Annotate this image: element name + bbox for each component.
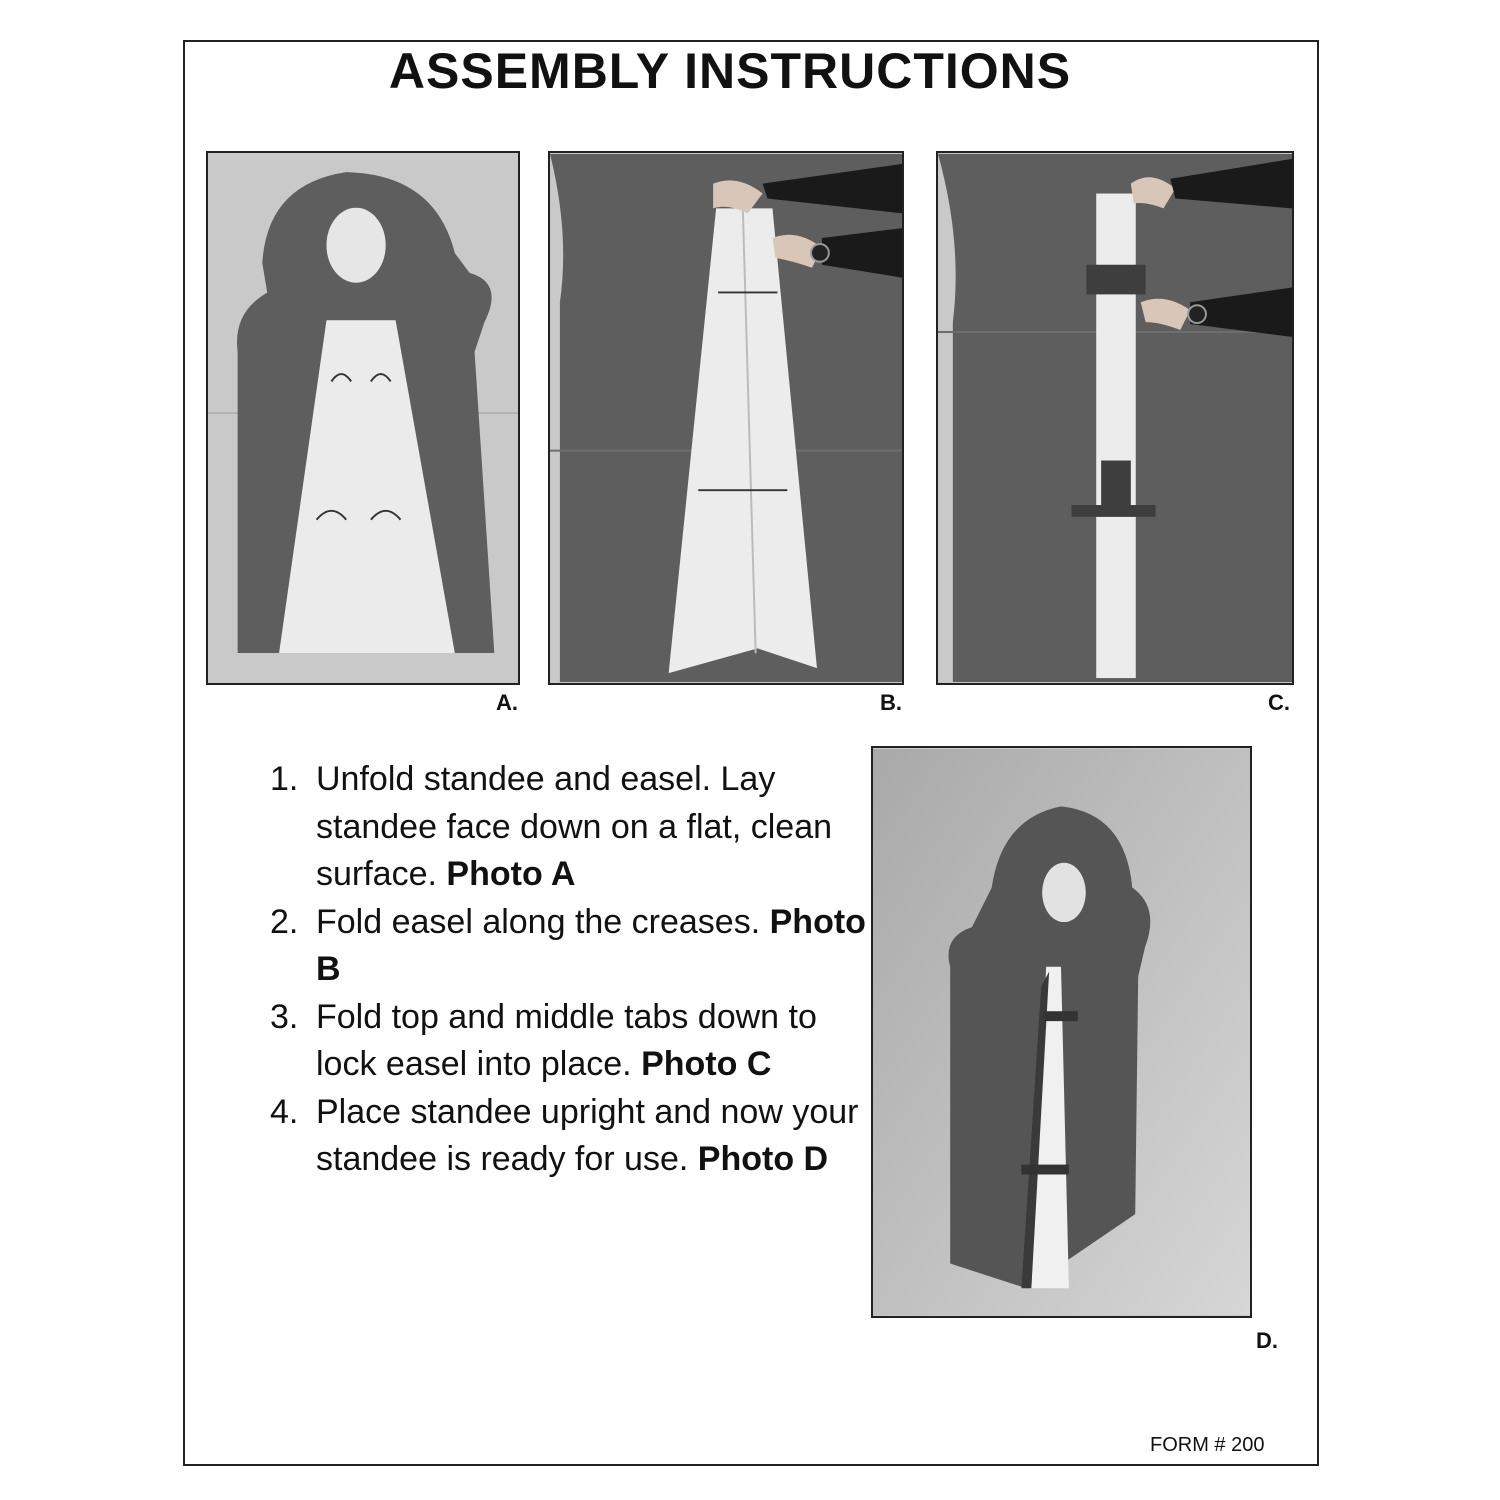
step-number: 4.: [270, 1092, 299, 1131]
step-photo-ref: Photo B: [316, 902, 866, 988]
instruction-steps: [270, 756, 870, 1184]
step-text: Fold top and middle tabs down to lock easel into place.: [316, 997, 817, 1083]
step-1: [270, 756, 870, 899]
photo-a-caption: A.: [496, 690, 518, 715]
step-number: 3.: [270, 997, 299, 1036]
step-4: [270, 1089, 870, 1184]
photo-b-illustration: [550, 153, 902, 683]
step-photo-ref: Photo D: [697, 1140, 829, 1178]
watch: [811, 244, 829, 262]
page-title: ASSEMBLY INSTRUCTIONS: [388, 43, 1072, 99]
step-photo-ref: Photo A: [446, 855, 576, 893]
photo-d-caption: D.: [1256, 1328, 1278, 1353]
step-text: Place standee upright and now your standee is ready for use.: [316, 1092, 859, 1178]
step-number: 1.: [270, 760, 299, 798]
step-number: 2.: [270, 902, 299, 941]
step-text: Unfold standee and easel. Lay standee face down on a flat, clean surface.: [316, 760, 833, 893]
step-3: [270, 994, 870, 1089]
step-2: [270, 899, 870, 994]
face-hole: [1042, 863, 1086, 922]
form-number: FORM # 200: [1150, 1434, 1265, 1456]
photo-c: [936, 151, 1294, 685]
photo-b: [548, 151, 904, 685]
step-photo-ref: Photo C: [641, 1045, 772, 1083]
photo-d-illustration: [873, 748, 1250, 1316]
photo-b-caption: B.: [880, 690, 902, 715]
step-text: Fold easel along the creases.: [316, 902, 761, 941]
photo-c-illustration: [938, 153, 1292, 683]
photo-a: [206, 151, 520, 685]
photo-c-caption: C.: [1268, 690, 1290, 715]
photo-d: [871, 746, 1252, 1318]
face-hole: [326, 208, 385, 283]
photo-a-illustration: [208, 153, 518, 683]
